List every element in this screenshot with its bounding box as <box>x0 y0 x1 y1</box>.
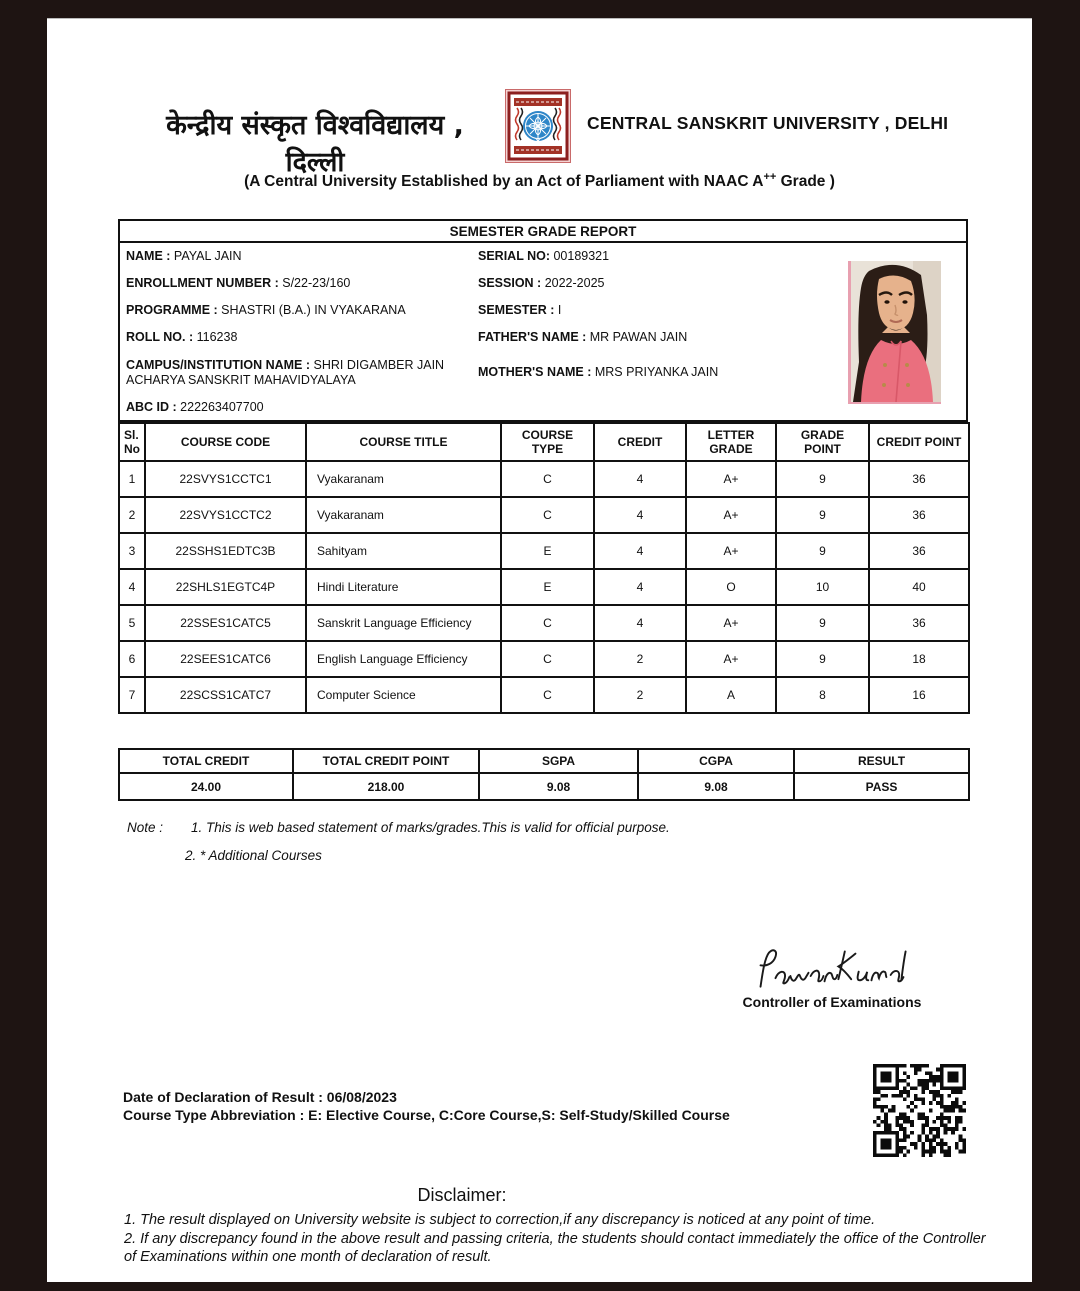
summary-header-cell: TOTAL CREDIT <box>119 749 293 773</box>
disclaimer-title: Disclaimer: <box>417 1185 507 1205</box>
info-field: NAME : PAYAL JAIN <box>126 249 242 263</box>
note-item-1: 1. This is web based statement of marks/grades.This is valid for official purpose. <box>191 820 670 835</box>
course-cell: 2 <box>119 497 145 533</box>
course-cell: 3 <box>119 533 145 569</box>
info-field: FATHER'S NAME : MR PAWAN JAIN <box>478 330 688 344</box>
course-cell: 5 <box>119 605 145 641</box>
course-cell: 2 <box>594 641 686 677</box>
info-field: ROLL NO. : 116238 <box>126 330 238 344</box>
courses-header-cell: GRADE POINT <box>776 423 869 461</box>
courses-header-cell: LETTER GRADE <box>686 423 776 461</box>
courses-header-cell: COURSE TITLE <box>306 423 501 461</box>
course-cell: 2 <box>594 677 686 713</box>
course-row <box>119 605 969 641</box>
university-subtitle: (A Central University Established by an Act of Parliament with NAAC A++ Grade ) <box>244 171 835 191</box>
summary-value-cell: PASS <box>794 773 969 800</box>
course-cell: 10 <box>776 569 869 605</box>
course-cell: 7 <box>119 677 145 713</box>
note-prefix: Note : <box>127 820 164 835</box>
summary-header-cell: RESULT <box>794 749 969 773</box>
course-cell: A+ <box>686 605 776 641</box>
course-row <box>119 641 969 677</box>
qr-code-icon <box>873 1064 966 1157</box>
summary-value-cell: 218.00 <box>293 773 479 800</box>
course-cell: 16 <box>869 677 969 713</box>
course-row <box>119 461 969 497</box>
disclaimer-item-1: 1. The result displayed on University website is subject to correction,if any discrepancy is noticed at any point of time. <box>124 1212 876 1228</box>
course-row <box>119 677 969 713</box>
course-cell: 22SVYS1CCTC2 <box>145 497 306 533</box>
course-cell: A+ <box>686 461 776 497</box>
course-cell: 4 <box>594 461 686 497</box>
course-cell: A <box>686 677 776 713</box>
course-cell: 22SHLS1EGTC4P <box>145 569 306 605</box>
signature-block <box>687 944 977 1010</box>
summary-value-cell: 24.00 <box>119 773 293 800</box>
courses-header-cell: Sl. No <box>119 423 145 461</box>
course-cell: 36 <box>869 533 969 569</box>
summary-table-values <box>119 773 969 800</box>
course-cell: 36 <box>869 461 969 497</box>
university-name-hindi: केन्द्रीय संस्कृत विश्वविद्यालय , दिल्ली <box>166 110 464 178</box>
course-cell: A+ <box>686 497 776 533</box>
courses-header-cell: COURSE TYPE <box>501 423 594 461</box>
course-cell: Vyakaranam <box>306 497 501 533</box>
course-cell: 22SCSS1CATC7 <box>145 677 306 713</box>
course-cell: E <box>501 533 594 569</box>
course-cell: Sahityam <box>306 533 501 569</box>
course-cell: 8 <box>776 677 869 713</box>
course-cell: C <box>501 461 594 497</box>
course-cell: 4 <box>119 569 145 605</box>
course-cell: 18 <box>869 641 969 677</box>
course-cell: Hindi Literature <box>306 569 501 605</box>
disclaimer-item-2: 2. If any discrepancy found in the above result and passing criteria, the students should contact immediately the office of the Controller of Examinations within one month of declaration of result. <box>124 1230 986 1265</box>
summary-table-header <box>119 749 969 773</box>
course-cell: 22SVYS1CCTC1 <box>145 461 306 497</box>
info-field: CAMPUS/INSTITUTION NAME : SHRI DIGAMBER JAIN ACHARYA SANSKRIT MAHAVIDYALAYA <box>126 358 445 387</box>
info-field: SEMESTER : I <box>478 303 562 317</box>
course-cell: 4 <box>594 605 686 641</box>
courses-header-cell: CREDIT <box>594 423 686 461</box>
course-type-abbreviation: Course Type Abbreviation : E: Elective Course, C:Core Course,S: Self-Study/Skilled Course <box>123 1107 730 1123</box>
course-cell: 9 <box>776 641 869 677</box>
course-cell: Computer Science <box>306 677 501 713</box>
courses-table <box>118 422 970 714</box>
course-row <box>119 569 969 605</box>
summary-value-cell: 9.08 <box>479 773 638 800</box>
course-cell: Sanskrit Language Efficiency <box>306 605 501 641</box>
course-row <box>119 533 969 569</box>
grade-report-page <box>47 18 1032 1282</box>
summary-header-cell: CGPA <box>638 749 794 773</box>
summary-table <box>118 748 970 801</box>
course-cell: C <box>501 497 594 533</box>
course-cell: A+ <box>686 533 776 569</box>
course-cell: 4 <box>594 533 686 569</box>
course-cell: Vyakaranam <box>306 461 501 497</box>
course-cell: 36 <box>869 605 969 641</box>
summary-header-cell: TOTAL CREDIT POINT <box>293 749 479 773</box>
disclaimer-body <box>124 1211 989 1267</box>
course-row <box>119 497 969 533</box>
declaration-date: Date of Declaration of Result : 06/08/2023 <box>123 1089 397 1105</box>
university-seal-icon <box>505 89 571 163</box>
info-field: SESSION : 2022-2025 <box>478 276 605 290</box>
summary-value-cell: 9.08 <box>638 773 794 800</box>
course-cell: 40 <box>869 569 969 605</box>
summary-header-cell: SGPA <box>479 749 638 773</box>
course-cell: English Language Efficiency <box>306 641 501 677</box>
course-cell: A+ <box>686 641 776 677</box>
courses-header-cell: COURSE CODE <box>145 423 306 461</box>
info-field: ENROLLMENT NUMBER : S/22-23/160 <box>126 276 351 290</box>
course-cell: C <box>501 677 594 713</box>
note-item-2: 2. * Additional Courses <box>185 848 322 863</box>
course-cell: 22SEES1CATC6 <box>145 641 306 677</box>
info-field: SERIAL NO: 00189321 <box>478 249 610 263</box>
course-cell: 9 <box>776 605 869 641</box>
course-cell: 6 <box>119 641 145 677</box>
course-cell: 9 <box>776 533 869 569</box>
course-cell: 9 <box>776 461 869 497</box>
info-field: PROGRAMME : SHASTRI (B.A.) IN VYAKARANA <box>126 303 406 317</box>
note-line-1 <box>127 820 670 835</box>
course-cell: 1 <box>119 461 145 497</box>
courses-header-cell: CREDIT POINT <box>869 423 969 461</box>
student-photo <box>848 261 941 404</box>
course-cell: 22SSES1CATC5 <box>145 605 306 641</box>
report-title: SEMESTER GRADE REPORT <box>118 219 968 243</box>
course-cell: 4 <box>594 569 686 605</box>
course-cell: 22SSHS1EDTC3B <box>145 533 306 569</box>
signature-icon <box>752 944 912 992</box>
university-seal-logo <box>505 89 571 163</box>
course-cell: C <box>501 641 594 677</box>
course-cell: 9 <box>776 497 869 533</box>
university-name-english: CENTRAL SANSKRIT UNIVERSITY , DELHI <box>587 113 949 133</box>
info-field: ABC ID : 222263407700 <box>126 400 264 414</box>
signatory-title: Controller of Examinations <box>742 994 922 1010</box>
courses-table-header <box>119 423 969 461</box>
course-cell: 4 <box>594 497 686 533</box>
course-cell: E <box>501 569 594 605</box>
info-field: MOTHER'S NAME : MRS PRIYANKA JAIN <box>478 365 719 379</box>
course-cell: C <box>501 605 594 641</box>
course-cell: 36 <box>869 497 969 533</box>
course-cell: O <box>686 569 776 605</box>
